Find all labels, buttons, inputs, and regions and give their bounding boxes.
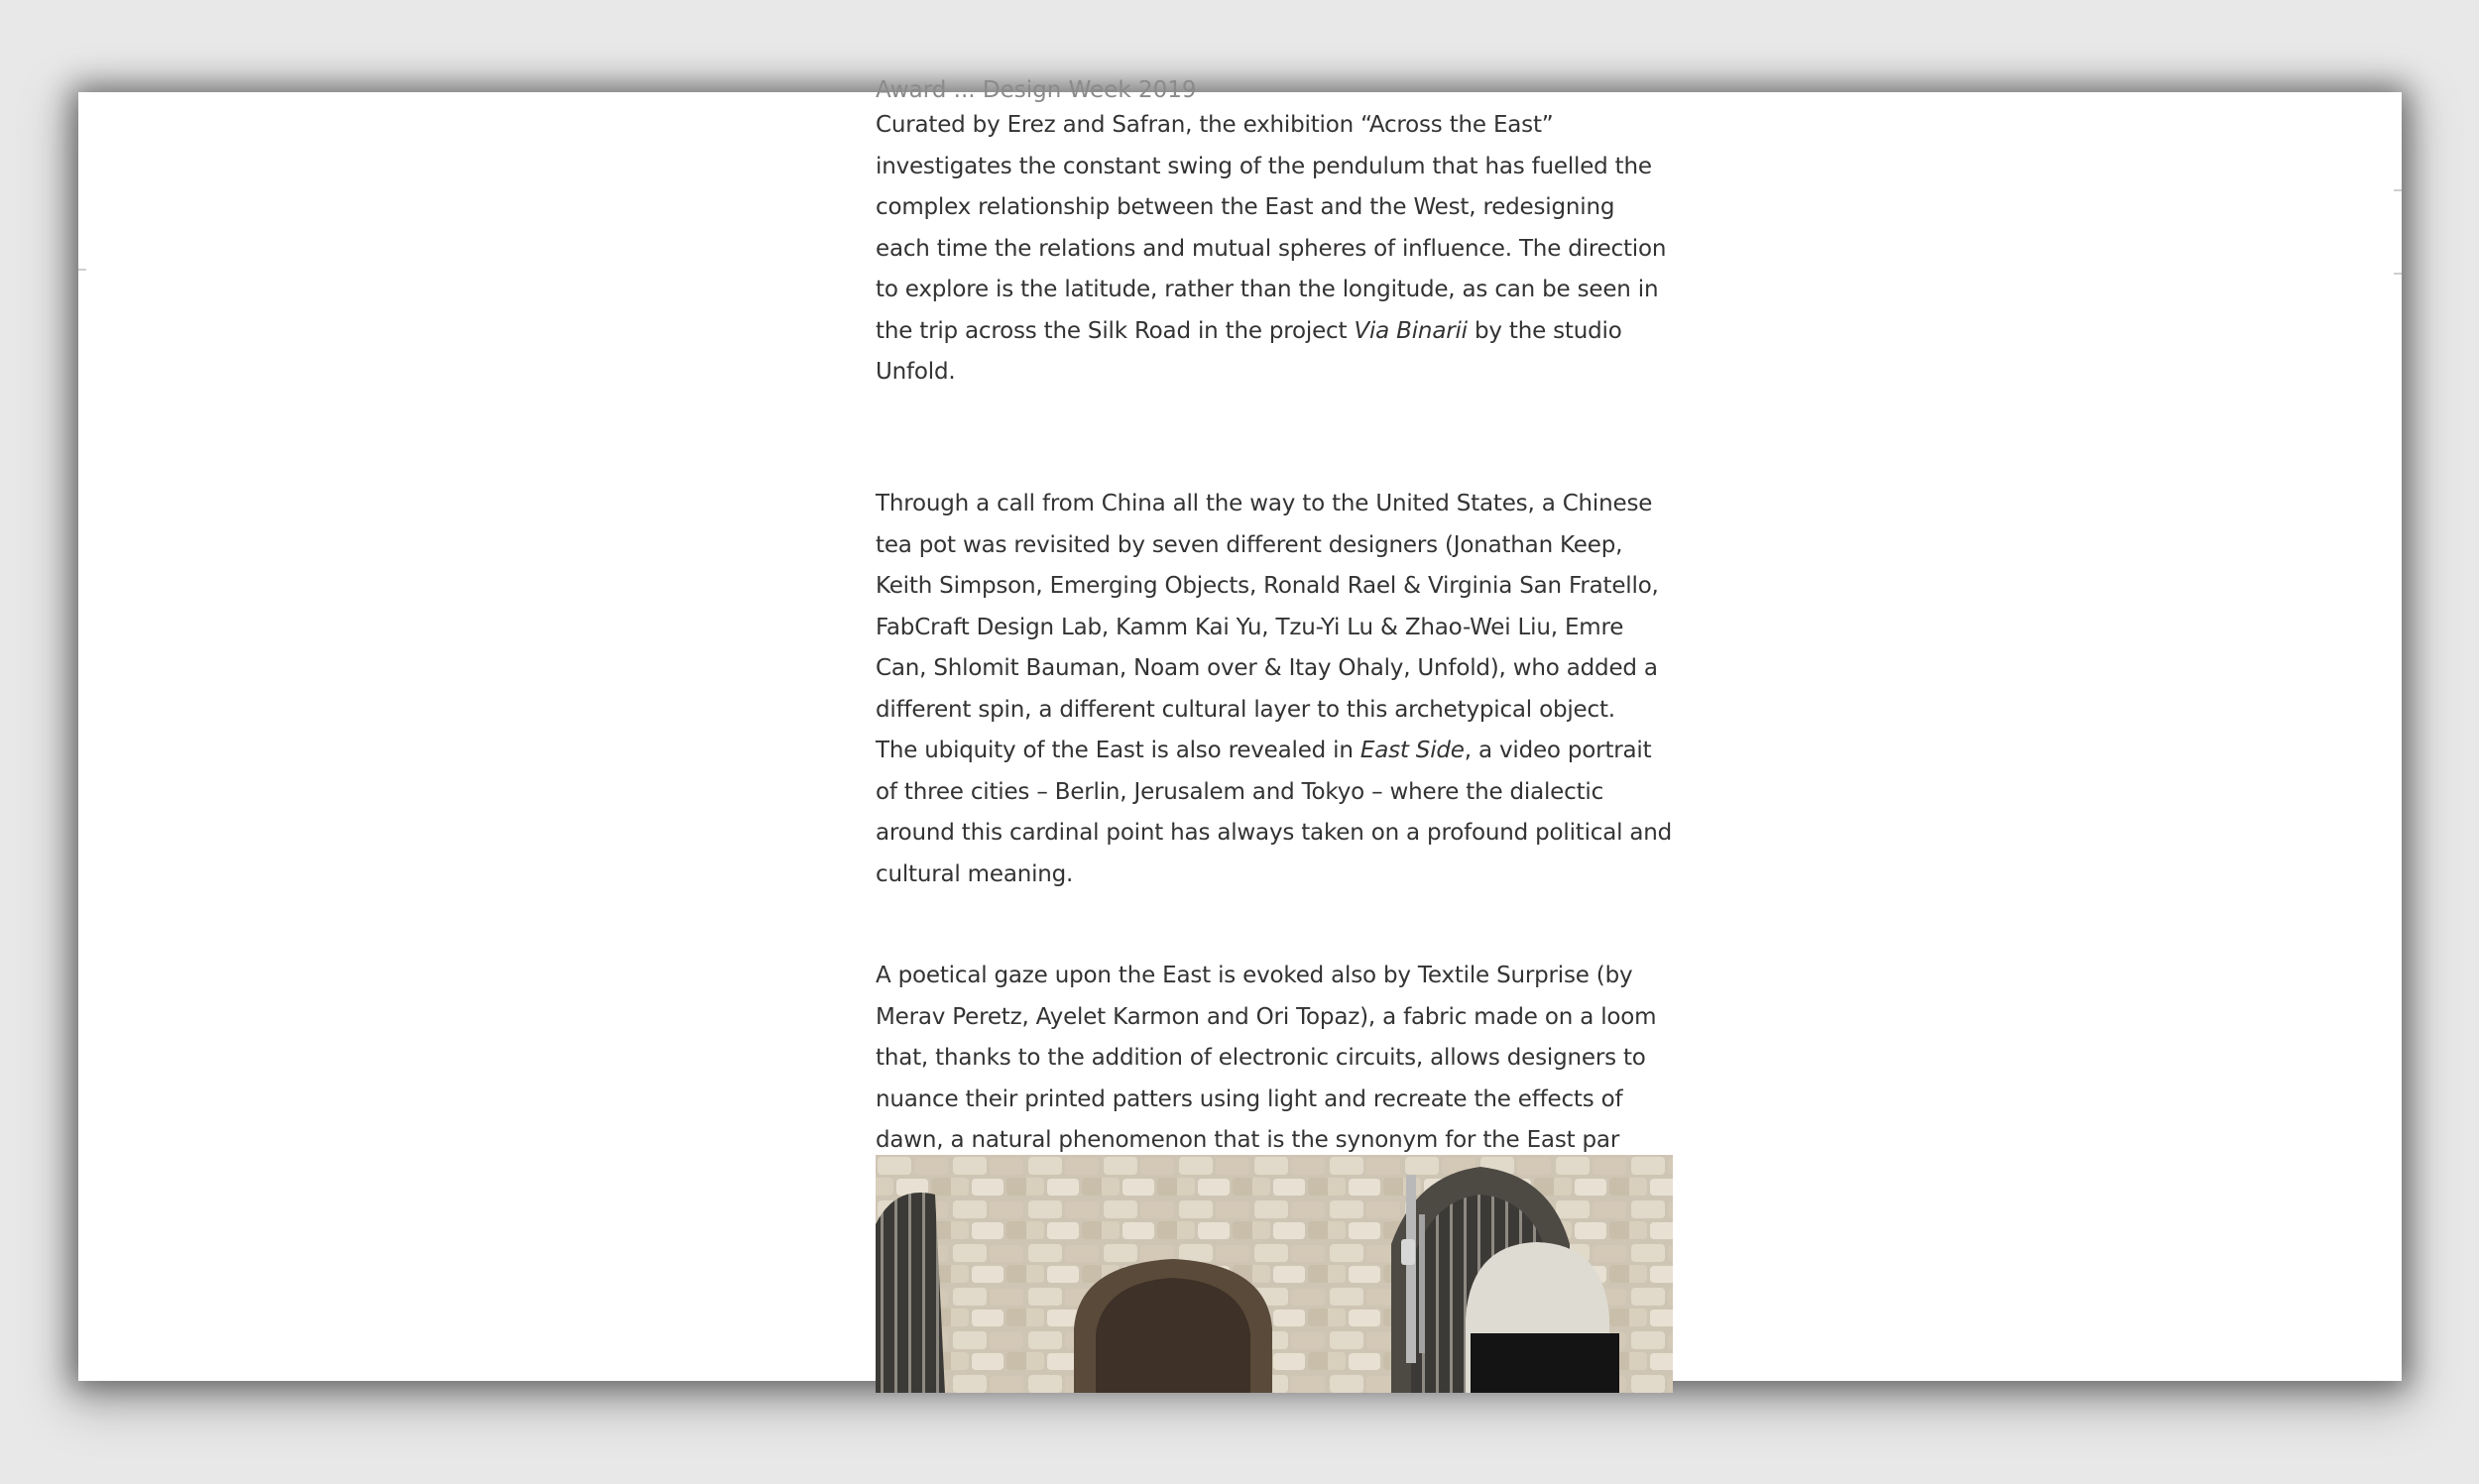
scroll-edge-marker-left [78,269,86,271]
photo-illustration [876,1155,1673,1393]
browser-window [78,77,2402,1381]
paragraph-east-side-end: , a video portrait of three cities – Berlin, Jerusalem and Tokyo – where the dialectic around this cardinal point has always taken on a profound political and cultural meaning. [876,738,1673,887]
scroll-edge-marker-right-top [2394,189,2402,191]
paragraph-teapot-text: Through a call from China all the way to the United States, a Chinese tea pot was revisited by seven different designers (Jonathan Keep, Keith Simpson, Emerging Objects, Ronald Rael & Virginia San Fratello, FabCraft Design Lab, Kamm Kai Yu, Tzu-Yi Lu & Zhao-Wei Liu, Emre Can, Shlomit Bauman, Noam over & Itay Ohaly, Unfold), who added a different spin, a different cultural layer to this archetypical object. [876,491,1659,723]
paragraph-teapot [876,484,1673,895]
article-body [876,77,1673,1381]
paragraph-curation-end: by the studio Unfold. [876,317,1622,385]
scroll-edge-marker-right-bottom [2394,273,2402,275]
cut-off-subtitle: Award ... Design Week 2019 [876,77,1197,103]
project-title-via-binarii: Via Binarii [1354,317,1468,344]
paragraph-curation-text: Curated by Erez and Safran, the exhibition “Across the East” investigates the constant swing of the pendulum that has fuelled the complex relationship between the East and the West, redesigning each time the relations and mutual spheres of influence. The direction to explore is the latitude, rather than the longitude, as can be seen in the trip across the Silk Road in the project [876,112,1667,344]
paragraph-textile-surprise: A poetical gaze upon the East is evoked also by Textile Surprise (by Merav Peretz, Ayelet Karmon and Ori Topaz), a fabric made on a loom that, thanks to the addition of electronic circuits, allows designers to nuance their printed patters using light and recreate the effects of dawn, a natural phenomenon that is the synonym for the East par [876,963,1657,1153]
stone-arch-exhibition-photo [876,1155,1673,1393]
paragraph-curation [876,105,1673,394]
video-title-east-side: East Side [1359,738,1465,763]
paragraph-east-side-text: The ubiquity of the East is also revealed in [876,738,1360,763]
